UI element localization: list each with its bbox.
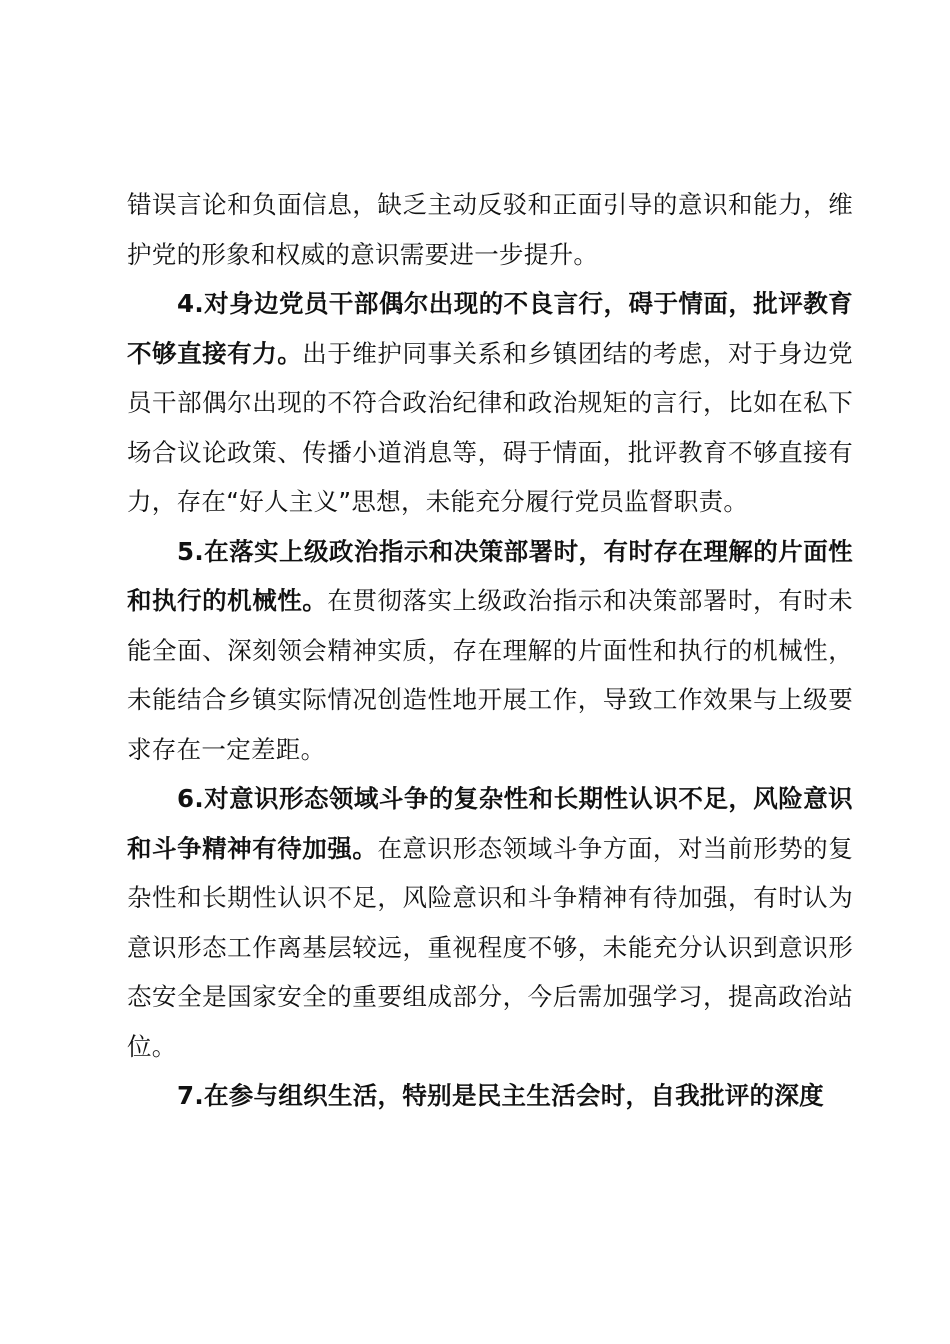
paragraph-text: 在贯彻落实上级政治指示和决策部署时，有时未能全面、深刻领会精神实质，存在理解的片面性和执行的机械性，未能结合乡镇实际情况创造性地开展工作，导致工作效果与上级要求存在一定差距。 [127,586,853,764]
paragraph-heading: 6.对意识形态领域斗争的复杂性和长期性认识不足，风险意识和斗争精神有待加强。 [127,784,853,863]
paragraph-text: 出于维护同事关系和乡镇团结的考虑，对于身边党员干部偶尔出现的不符合政治纪律和政治规矩的言行，比如在私下场合议论政策、传播小道消息等，碍于情面，批评教育不够直接有力，存在“好人主义”思想，未能充分履行党员监督职责。 [127,338,853,516]
document-body [127,180,853,1121]
paragraph-continuation [127,180,853,279]
paragraph-text: 错误言论和负面信息，缺乏主动反驳和正面引导的意识和能力，维护党的形象和权威的意识需要进一步提升。 [127,190,853,269]
paragraph-heading: 5.在落实上级政治指示和决策部署时，有时存在理解的片面性和执行的机械性。 [127,536,853,615]
paragraph-item-4 [127,279,853,527]
paragraph-heading: 4.对身边党员干部偶尔出现的不良言行，碍于情面，批评教育不够直接有力。 [127,289,853,368]
paragraph-heading: 7.在参与组织生活，特别是民主生活会时，自我批评的深度 [177,1081,824,1110]
paragraph-item-6 [127,774,853,1071]
paragraph-item-7 [127,1071,853,1121]
paragraph-text: 在意识形态领域斗争方面，对当前形势的复杂性和长期性认识不足，风险意识和斗争精神有待加强，有时认为意识形态工作离基层较远，重视程度不够，未能充分认识到意识形态安全是国家安全的重要组成部分，今后需加强学习，提高政治站位。 [127,833,854,1061]
paragraph-item-5 [127,527,853,775]
